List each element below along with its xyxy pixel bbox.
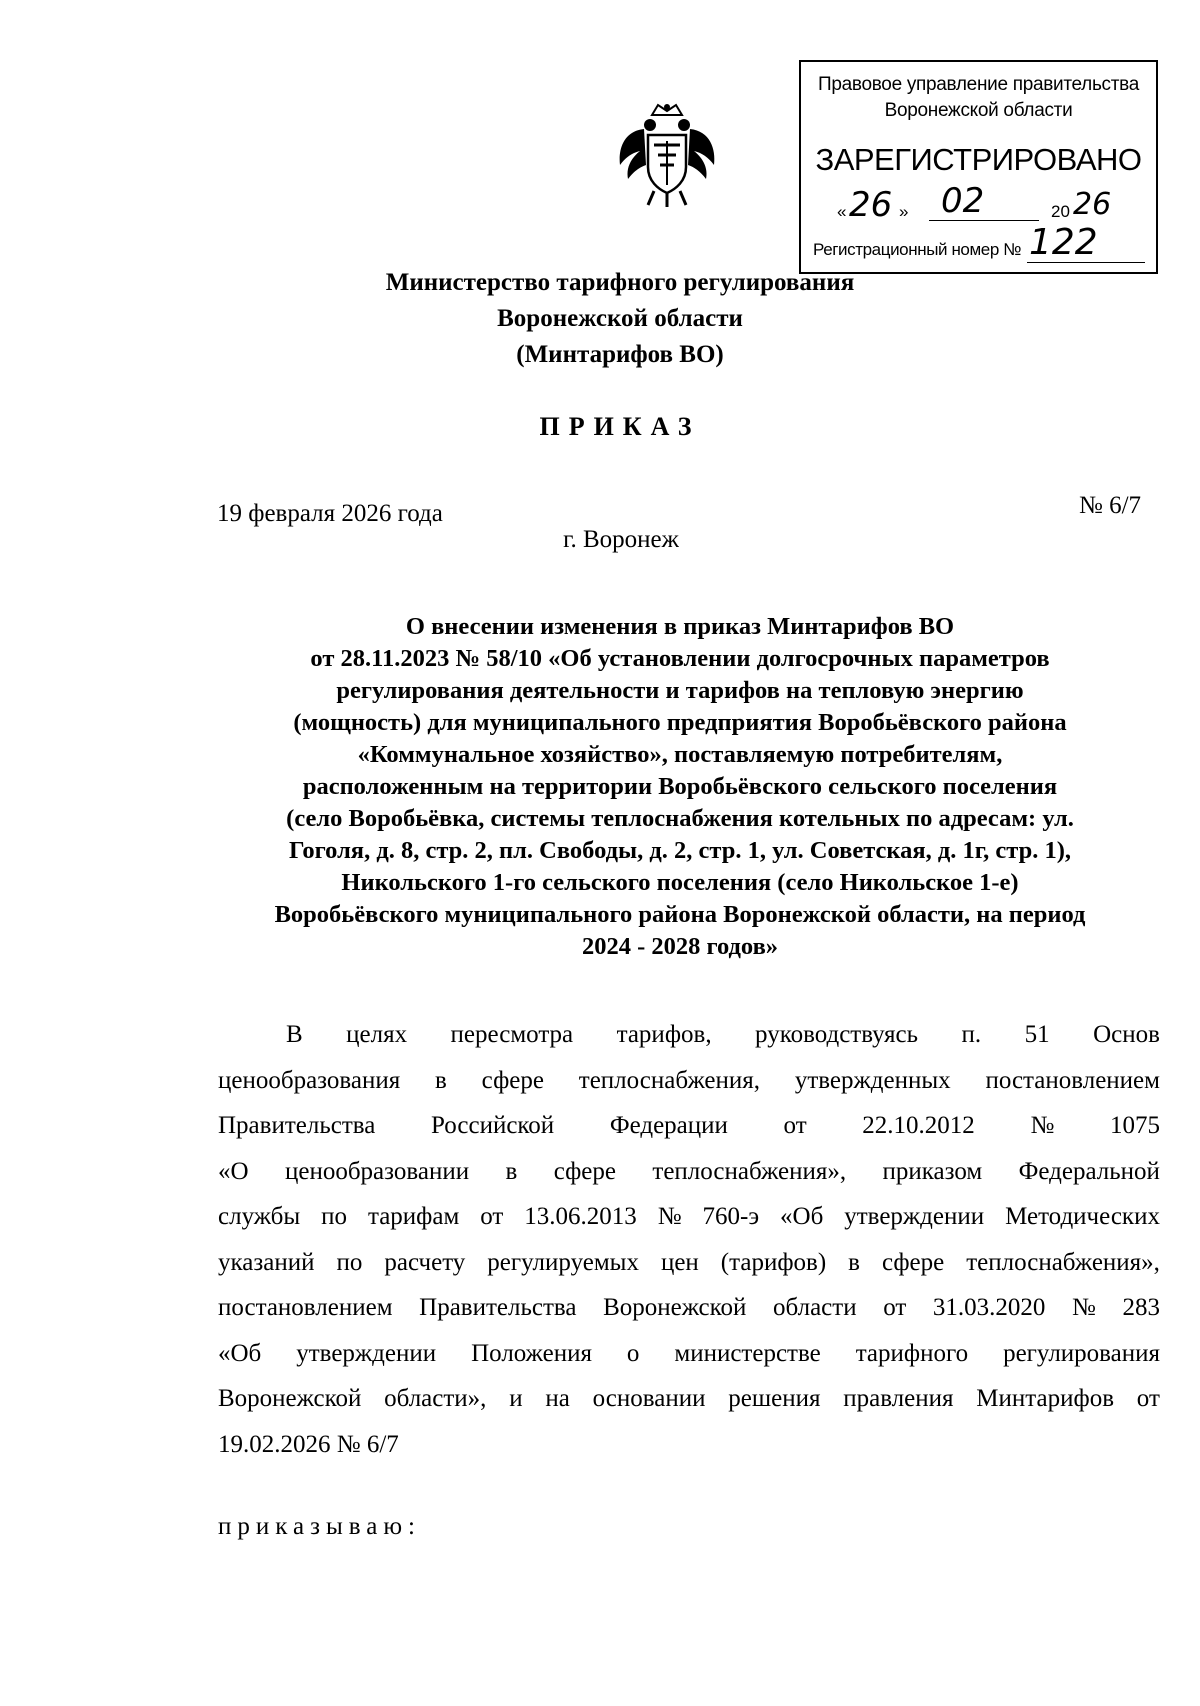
preamble-word: руководствуясь <box>755 1021 919 1048</box>
preamble-word: от <box>883 1294 907 1321</box>
stamp-number-line <box>1027 262 1145 263</box>
preamble-word: Методических <box>1005 1203 1160 1230</box>
preamble-word: указаний <box>218 1248 315 1276</box>
coat-of-arms-icon <box>614 101 720 209</box>
order-city: г. Воронеж <box>563 526 679 553</box>
stamp-quote-close: » <box>899 202 909 221</box>
preamble-word: сфере <box>881 1248 945 1276</box>
subject-line: регулирования деятельности и тарифов на тепловую энергию <box>336 677 1024 704</box>
document-type-title: ПРИКАЗ <box>539 412 701 441</box>
preamble-word: о <box>626 1339 640 1367</box>
stamp-org-line1: Правовое управление правительства <box>817 74 1139 95</box>
stamp-quote-open: « <box>837 202 847 221</box>
stamp-year-prefix: 20 <box>1051 202 1070 221</box>
preamble-word: правления <box>843 1385 954 1412</box>
preamble-word: ценообразовании <box>284 1157 470 1185</box>
preamble-word: Правительства <box>218 1112 376 1139</box>
preamble-word: «Об <box>218 1339 262 1367</box>
preamble-word: тарифов, <box>616 1021 712 1048</box>
order-number: № 6/7 <box>1079 492 1142 519</box>
preamble-word: 13.06.2013 <box>524 1203 637 1230</box>
preamble-word: регулирования <box>1003 1339 1160 1367</box>
preamble-word: утверждении <box>844 1203 985 1230</box>
preamble-word: Положения <box>471 1339 592 1367</box>
preamble-word: по <box>336 1248 363 1276</box>
preamble-word: Воронежской <box>603 1294 747 1321</box>
subject-line: Никольского 1-го сельского поселения (село Никольское 1-е) <box>341 869 1019 896</box>
preamble-word: «Об <box>780 1203 824 1230</box>
preamble-word: расчету <box>384 1248 466 1276</box>
preamble-word: 51 <box>1024 1021 1050 1048</box>
preamble-word: 760-э <box>702 1203 760 1230</box>
preamble-line <box>218 1194 1160 1240</box>
preamble-word: пересмотра <box>450 1021 574 1048</box>
preamble-word: регулируемых <box>487 1248 639 1276</box>
preamble-word: постановлением <box>218 1294 393 1321</box>
preamble-word: от <box>783 1112 807 1139</box>
stamp-year-suffix: 26 <box>1073 187 1112 222</box>
preamble-word: на <box>545 1385 570 1412</box>
preamble-word: «О <box>218 1157 249 1185</box>
preamble-word: области <box>773 1294 857 1321</box>
preamble-word: сфере <box>481 1066 544 1094</box>
preamble-word: теплоснабжения», <box>652 1157 847 1185</box>
preamble-word: решения <box>728 1385 821 1412</box>
ministry-abbreviation: (Минтарифов ВО) <box>516 341 724 368</box>
preamble-word: в <box>505 1157 518 1185</box>
subject-line: Воробьёвского муниципального района Воронежской области, на период <box>274 901 1086 928</box>
preamble-word: Правительства <box>419 1294 577 1321</box>
stamp-month-line <box>929 220 1039 221</box>
subject-line: «Коммунальное хозяйство», поставляемую потребителям, <box>357 741 1003 768</box>
preamble-word: службы <box>218 1203 301 1230</box>
preamble-line <box>218 1285 1160 1331</box>
preamble-word: тарифам <box>367 1203 460 1230</box>
preamble-line <box>218 1331 1160 1377</box>
preamble-word: Федеральной <box>1018 1157 1160 1185</box>
preamble-word: цен <box>660 1248 699 1276</box>
subject-line: (село Воробьёвка, системы теплоснабжения котельных по адресам: ул. <box>286 805 1074 832</box>
stamp-month: 02 <box>941 181 985 221</box>
preamble-word: министерстве <box>674 1339 821 1367</box>
preamble-word: Российской <box>430 1112 555 1139</box>
preamble-word: и <box>509 1385 523 1412</box>
preamble-word: утверждении <box>296 1339 437 1367</box>
registration-stamp <box>799 60 1158 274</box>
subject-line: от 28.11.2023 № 58/10 «Об установлении долгосрочных параметров <box>310 645 1050 672</box>
preamble-line <box>218 1240 1160 1286</box>
preamble-word: в <box>435 1066 447 1094</box>
preamble-word: ценообразования <box>218 1066 401 1094</box>
preamble-word: 22.10.2012 <box>862 1112 975 1139</box>
preamble-word: тарифного <box>855 1339 969 1367</box>
stamp-org-line2: Воронежской области <box>884 100 1073 121</box>
preamble-word: Воронежской <box>218 1385 362 1412</box>
preamble-line <box>218 1376 1160 1422</box>
stamp-registered: ЗАРЕГИСТРИРОВАНО <box>815 142 1142 177</box>
preamble-word: Минтарифов <box>976 1385 1114 1412</box>
preamble-word: области», <box>384 1385 487 1412</box>
preamble-word: 283 <box>1122 1294 1160 1321</box>
preamble-word: утвержденных <box>794 1066 951 1094</box>
order-subject <box>210 611 1150 963</box>
preamble-word: от <box>1136 1385 1160 1412</box>
preamble-word: сфере <box>553 1157 616 1185</box>
orders-word: приказываю: <box>218 1513 421 1540</box>
preamble-line <box>218 1149 1160 1195</box>
preamble-line <box>286 1012 1160 1058</box>
subject-line: 2024 - 2028 годов» <box>581 933 779 960</box>
stamp-reg-number: 122 <box>1029 222 1098 263</box>
preamble-line <box>218 1058 1160 1104</box>
preamble-line <box>218 1103 1160 1149</box>
preamble-word: в <box>848 1248 860 1276</box>
preamble-line: 19.02.2026 № 6/7 <box>218 1430 399 1458</box>
preamble-word: № <box>1072 1294 1096 1321</box>
preamble-word: от <box>480 1203 504 1230</box>
preamble-word: Федерации <box>609 1112 728 1139</box>
ministry-name-line1: Министерство тарифного регулирования <box>385 269 855 296</box>
preamble-word: приказом <box>882 1157 983 1185</box>
preamble-word: теплоснабжения», <box>966 1248 1160 1276</box>
preamble-word: теплоснабжения, <box>578 1066 760 1094</box>
preamble-word: целях <box>346 1021 408 1048</box>
preamble-word: п. <box>961 1021 982 1048</box>
preamble-word: № <box>657 1203 682 1230</box>
subject-line: Гоголя, д. 8, стр. 2, пл. Свободы, д. 2, стр. 1, ул. Советская, д. 1г, стр. 1), <box>288 837 1072 864</box>
preamble-word: 31.03.2020 <box>932 1294 1046 1321</box>
ministry-name-line2: Воронежской области <box>497 305 743 332</box>
preamble-word: № <box>1030 1112 1055 1139</box>
preamble-word: по <box>321 1203 348 1230</box>
stamp-day: 26 <box>849 185 893 225</box>
order-date: 19 февраля 2026 года <box>217 500 443 527</box>
order-preamble <box>218 1012 1160 1467</box>
preamble-word: В <box>286 1021 303 1048</box>
subject-line: О внесении изменения в приказ Минтарифов ВО <box>405 613 955 640</box>
preamble-word: Основ <box>1093 1021 1160 1048</box>
preamble-word: (тарифов) <box>720 1248 827 1276</box>
preamble-word: постановлением <box>985 1066 1160 1094</box>
subject-line: расположенным на территории Воробьёвского сельского поселения <box>302 773 1058 800</box>
preamble-word: основании <box>592 1385 706 1412</box>
subject-line: (мощность) для муниципального предприятия Воробьёвского района <box>293 709 1067 736</box>
preamble-word: 1075 <box>1109 1112 1160 1139</box>
stamp-reg-label: Регистрационный номер № <box>813 240 1022 259</box>
